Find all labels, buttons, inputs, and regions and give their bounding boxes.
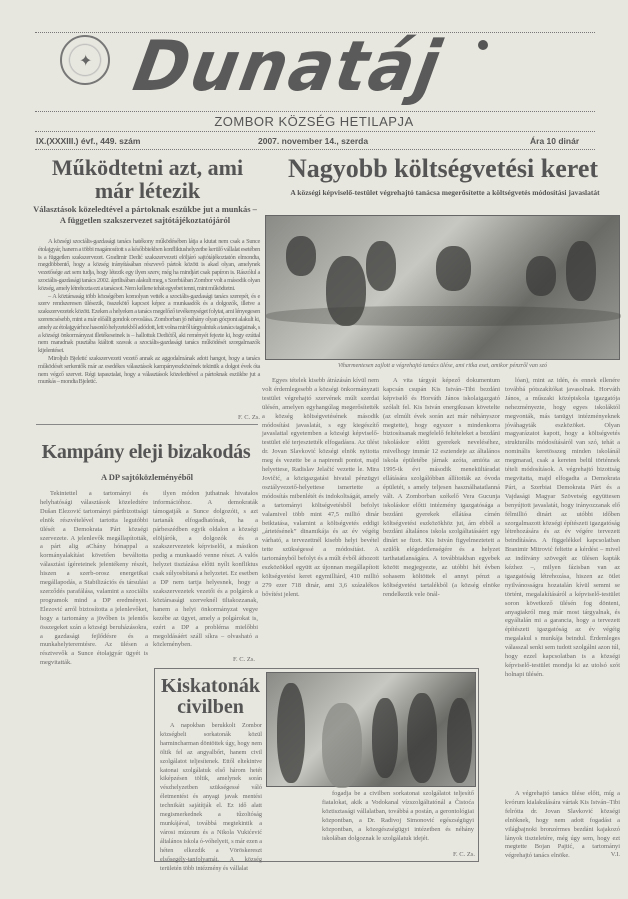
- article3-column-1: [262, 377, 379, 653]
- article4-headline: Kiskatonák civilben: [161, 675, 260, 718]
- article3-column-3: [505, 377, 620, 786]
- divider: [36, 424, 258, 425]
- article4-photo: [266, 672, 476, 787]
- divider: [35, 149, 595, 150]
- issue-number: IX.(XXXIII.) évf., 449. szám: [36, 136, 141, 146]
- article1-body: [38, 238, 260, 414]
- article3-caption: Viharmentesen zajlott a végrehajtó tanács ülése, ami ritka eset, amikor pénzről van szó: [338, 363, 547, 369]
- article4-signature: F. C. Zs.: [452, 851, 475, 858]
- article3-column-2: [383, 377, 500, 653]
- paragraph: A vita tárgyát képező dokumentum kapcsán csupán Kis István–Tibi bezdáni képviselő és Horváth János iskolaigazgató szólalt fel. Kis István energikusan követelte (az elmúlt évek során azt már néhányszor megtette), hogy egyszer s mindenkorra biztosítsanak megfelelő feltételeket a bezdáni iskoláskor előtti gyerekek neveléséhez, mivelhogy immár 12 esztendeje az általános iskola épületébe járnak azóta, amióta az 1995-ik évi második menekültáradat ellátására szolgálóbban állították az óvoda épületét, s amely teljesen használhatatlanná vált. A Zomborban székelő Vera Gucunja iskoláskor előtti intézmény igazgatósága a bezdáni gyerekek ellátása címén költségvetési eszközökhöz jut, ám ebből a bezdáni általános iskola szolgáltatásáért egy dinárt se fizet. Kis István figyelmeztetett a szülők elégedetlenségére és a helyzet tarthatatlanságára. A továbbiakban egyebek között megjegyezte, az utóbbi hét évben sohasem költöttek el annyi pénzt a költségvetési tartalékból (a község elnöke rendelkezik vele önál-: [383, 377, 500, 598]
- article3-column-4: [505, 790, 620, 860]
- masthead-subtitle: ZOMBOR KÖZSÉG HETILAPJA: [214, 114, 414, 129]
- issue-date: 2007. november 14., szerda: [258, 136, 369, 146]
- article2-headline: Kampány eleji bizakodás: [41, 441, 251, 463]
- seal-logo: ✦: [60, 35, 110, 85]
- paragraph: Egyes tételek kisebb átrázásán kívül nem volt érdemlegesebb a községi önkormányzati testület végrehajtó szervének múlt szerdai ülésén, amelyen egyhangúlag megerősítették a község költségvetésének második módosítási javaslatát, s egy kiegészítő javaslattal egyetemben a községi képviselő-testület elé terjesztették elfogadásra. Az ülést dr. Jovan Slavković községi elnök nyitotta meg és vezette be a napirendi pontot, majd helyettese, Radislav Jelačić vezette le. Mira Jovičić, a közigazgatási hivatal pénzügyi osztályvezető-helyettese ismertette a módosítás mibenlétét és indokoltságát, amely a tartományi költségvetésből befolyt valamivel több mint 47,5 millió dinár beiktatása, valamint a költségvetés eddigi „ártetésének” dinamikája és az év végéig várható, a tervezettnél kisebb helyi bevétel tette szükségessé a módosítást. A tartományból befolyt és a múlt évből áthozott eszközökkel együtt az újonnan megállapított költségvetési keret egymilliárd, 410 millió 279 ezer 718 dinár, ami 3,6 százalékos bővítést jelent.: [262, 377, 379, 598]
- article4-body: [160, 722, 262, 872]
- paragraph: A napokban berukkolt Zombor községbeli sorkatonák közül harmincharman döntöttek úgy, hogy nem öltik fel az angyalbőrt, hanem civil szolgálatot teljesítenek. Ettől eltekintve katonai szolgálatuk első három hetét kiképzésen töltik, amelynek során vészhelyzetben szükségessé váló életmentést és anyagi javak mentési technikáit sajátítják el. Ez idő alatt megismerkednek a tűzoltóság munkájával, továbbá megtekintik a városi múzeum és a Nikola Vukićević általános iskola ó-vóhelyeit, s már ezen a héten elkezdik a Vöröskereszt elsősegély-tanfolyamát. A község területén több intézmény és vállalat: [160, 722, 262, 872]
- article4-body-continued: [322, 790, 474, 850]
- paragraph: A községi szociális-gazdasági tanács hatékony működésében látja a kiutat nem csak a Sunce étolajgyár, hanem a többi magánosított s a későbbiekben konfliktushelyzetbe kerülő vállalat esetében is a független szakszervezet. Gradimir Dedić szakszervezeti elöljáró sajtótájékoztatón elmondta, megdöbbentő, hogy a község irányításában részvevő pártok között is akad olyan, amelynek vezetősége azt sem tudja, hogy létezik egy ilyen szerv, még ha mindjárt csak papíron is. Rászólul a szociális-gazdasági tanács 2002. áprilisában alakult meg, s Szerbiában Zombor volt a második olyan község, amely létrehozta ezt a tanácsot. Nem kellene tehát egyebet tenni, mint működtetni.: [38, 238, 260, 292]
- paragraph: Miroljub Bjeletić szakszervezeti vezető annak az aggodalmának adott hangot, hogy a tanács működését serkentők már az esedékes választások kampányeszközének tekintik a dolgot évek óta nem végző szervet. Régi tapasztalat, hogy a választások közeledtével a pártoknak eszükbe jut a munkás – mondta Bjeletić.: [38, 354, 260, 386]
- article3-headline: Nagyobb költségvetési keret: [287, 154, 599, 183]
- article2-signature: F. C. Zs.: [232, 656, 255, 663]
- paragraph: – A köztársaság több községében komolyan vették a szociális-gazdasági tanács szerepét, és e szerv rendszeresen ülésezik, összekötő kapcsot képez a munkaadók és a dolgozók, illetve a szakszervezetek között. Ezeken a helyeken a tanács megelőző tevékenységet folytat, ami lényegesen szerencsésebb, mint a már előállt gondok orvoslása. Zomborban jó néhány olyan gócpont alakult ki, amely az étolajgyárhoz hasonló helyzetekből adódott, lett volna miről tárgyalniuk a tanács tagjainak, s a községi önkormányzat illetékeseinek is – hallottuk Dedićtől, aki reményét fejezte ki, hogy ezúttal nem maradnak pusztába kiáltott szavak a szociális-gazdasági tanács működését szorgalmazók kijelentései.: [38, 292, 260, 355]
- paragraph: Tekintettel a tartományi és helyhatósági választások közeledtére Dušan Elezović tartományi pártbizottsági elnök részvételével tartotta legutóbbi ülését a Demokrata Párt községi szervezete. A jelenlevők megállapították, a párt alig aChány hónappal a kormányalakítást követően beváltotta választási ígéreteinek jelentékeny részét, hiszen a szerb-orosz energetikai megállapodás, a Stabilizációs és társulási szerződés parafálása, valamint a szociális programok mind a DP eredményei. Elezović arról biztosította a jelenlevőket, hogy a tartomány a jövőben is jelentős összegeket szán a községi beruházásokra, a gazdasági fejlődésre és a munkahelyteremtésre. Az ülésen a résztvevők a Sunce étolajgyár ügyét is megvitatták.: [40, 490, 148, 667]
- paragraph: ilyen módon juthatnak hivatalos információhoz. A demokraták támogatják a Sunce dolgozóit, s azt tartanák elfogadhatónak, ha a párbeszédben egyik oldalon a községi elöljárók, a dolgozók és a szakszervezetek képviselői, a másikon pedig a munkaadó venne részt. A valós helyzet tisztázása előtti nyílt konfliktus csak súlyosbítaná a helyzetet. Ez esetben a DP nem tartja helyesnek, hogy a szakszervezetek vezetői és a polgárok a köztársasági szerveknél tiltakozzanak, hanem a helyi önkormányzat vegye kezébe az ügyet, amely a polgárokat is, ezért a DP a probléma mielőbbi megoldásáért száll síkra – olvasható a közleményben.: [153, 490, 258, 649]
- article2-deck: A DP sajtóközleményéből: [100, 472, 194, 482]
- article1-headline: Működtetni azt, ami már létezik: [51, 155, 244, 204]
- article3-signature: V.I.: [610, 851, 620, 858]
- paragraph: A végrehajtó tanács ülése előtt, míg a kvórum kialakulására vártak Kis István–Tibi felrótta dr. Jovan Slavković községi elnöknek, hogy nem adott fogadást a világbajnoki bronzérmes bezdáni kajakozó lányok tiszteletére, még úgy sem, hogy ezt megtette Bojan Pajtić, a tartományi végrehajtó tanács elnöke.: [505, 790, 620, 860]
- article1-signature: F. C. Zs.: [237, 414, 260, 421]
- issue-price: Ára 10 dinár: [530, 136, 580, 146]
- paragraph: fogadja be a civilben sorkatonai szolgálatot teljesítő fiatalokat, akik a Vodokanal vízszolgáltatónál a Čistoća köztisztasági vállalatban, továbbá a postán, a gerontológiai központban, a Dr. Radivoj Simonović egészségügyi központban, a közegészségügyi intézetben és néhány iskolában dolgoznak le szolgálatuk idejét.: [322, 790, 474, 842]
- article1-deck: Választások közeledtével a pártoknak eszükbe jut a munkás – A független szakszervezet sajtótájékoztatójáról: [33, 204, 257, 226]
- masthead-logo: Dunatáj: [127, 26, 449, 107]
- divider: [35, 131, 595, 132]
- article3-photo: [265, 215, 620, 360]
- article2-column-1: [40, 490, 148, 860]
- article2-column-2: [153, 490, 258, 655]
- logo-registered-mark: [478, 40, 488, 50]
- divider: [35, 111, 595, 112]
- article3-deck: A községi képviselő-testület végrehajtó tanácsa megerősítette a költségvetés módosítási javaslatát: [290, 188, 600, 197]
- paragraph: lóan), mint az idén, és ennek ellenére továbbá pótszakítókat javasolnak. Horváth János, a műszaki középiskola igazgatója nehezményezte, hogy egyes iskoláktól megvonták, más tanügyi intézményeknek jóváhagyták eszközöket. Olyan magyarázatot kapott, hogy a költségvetés strukturális módosításáról van szó, tehát a nominális keretösszeg minden iskolánál megmarad, csak a kereten belül történnek tételi módosítások. A végrehajtó bizottság megvitatta, majd elfogadta a Demokrata Párt, a Szerbiai Demokrata Párt és a Vajdasági Magyar Szövetség együttesen benyújtott javaslatát, hogy irányozzanak elő félmillió dinárt az utóbbi időben szorgalmazott községi építészeti igazgatóság létrehozására és az év végére tervezett beindítására. A függelékkel kapcsolatban Branimir Mitrović feltette a kérdést – mivel az indítvány szövegét az ülésen kapták kézhez –, milyen fázisban van az igazgatóság létrehozása, hiszen az ötlet nyilvánosságra hozatalán kívül semmi se történt, megalakításáról a képviselő-testület soron következő ülésén fog dönteni, anyagiakról meg már most tárgyalnak, és egyáltalán mi a garancia, hogy a tervezett építészeti igazgatóság az év végéig megalakul s munkája beindul. Érdemleges válasszal senki sem tudott szolgálni azon túl, hogy ezzel kapcsolatban is a községi képviselő-testület mondja ki az utolsó szót holnapi ülésén.: [505, 377, 620, 678]
